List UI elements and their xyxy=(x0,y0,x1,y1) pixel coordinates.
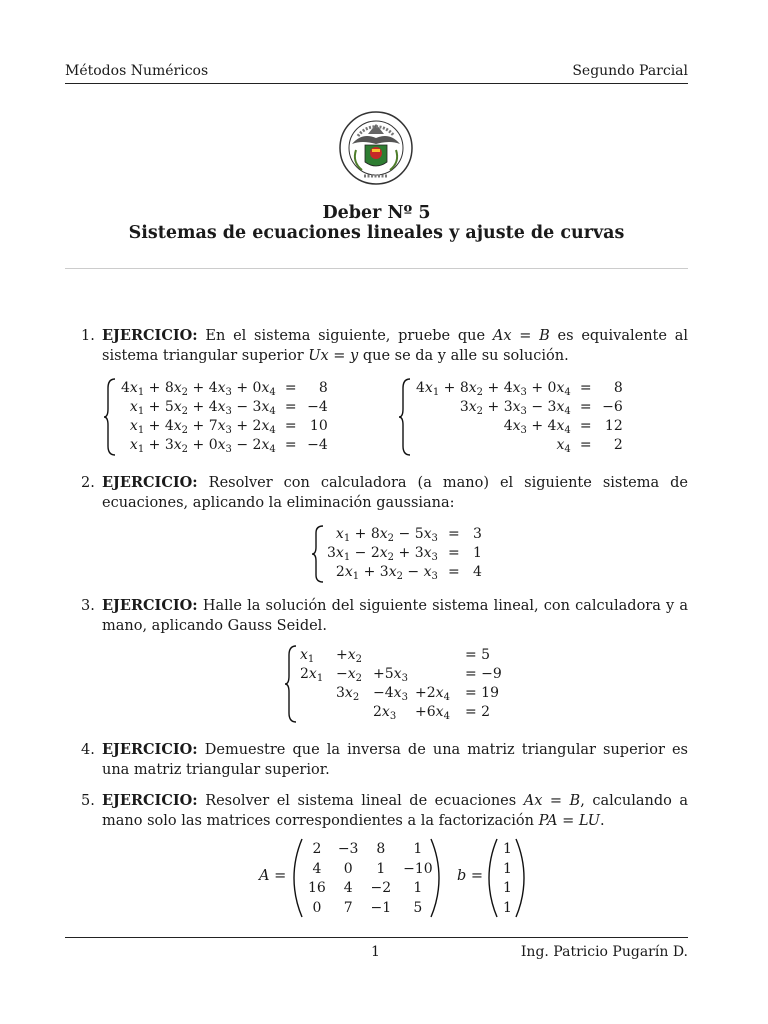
problem-1 xyxy=(81,326,688,366)
equation-system-original xyxy=(121,379,328,455)
problem-number: 4. xyxy=(81,742,95,758)
equation-row: $x_1 + 4x_2 + 7x_3 + 2x_4$ = 10 xyxy=(129,418,328,436)
left-brace xyxy=(103,378,117,456)
equation-row: $x_4$ = 2 xyxy=(556,437,623,455)
problem-number: 5. xyxy=(81,793,95,809)
matrix-a-label: A = xyxy=(259,868,287,884)
vector-row: 1 xyxy=(503,841,512,857)
matrix-a xyxy=(302,840,439,918)
math-expression: PA = LU xyxy=(538,813,600,829)
equation-row: $x_1 + 5x_2 + 4x_3 - 3x_4$ = −4 xyxy=(129,399,328,417)
right-paren xyxy=(429,838,441,922)
problem-3 xyxy=(81,596,688,636)
vector-row: 1 xyxy=(503,899,512,916)
problem-2 xyxy=(81,473,688,513)
problem-number: 3. xyxy=(81,598,95,614)
matrix-row: 2 −3 8 1 xyxy=(312,841,423,857)
title-rule xyxy=(65,268,688,269)
problem-5 xyxy=(81,791,688,831)
problem-keyword: EJERCICIO: xyxy=(102,792,198,809)
equation-system-gauss xyxy=(327,525,482,582)
problem-number: 1. xyxy=(81,328,95,344)
problem-keyword: EJERCICIO: xyxy=(102,597,198,614)
equation-row: $4x_3 + 4x_4$ = 12 xyxy=(503,418,623,436)
matrix-row: 0 7 −1 5 xyxy=(312,899,423,916)
problem-text: Halle la solución del siguiente sistema lineal, con calculadora y a mano, aplicando Gauss Seidel. xyxy=(102,598,689,634)
equation-system-gauss-seidel xyxy=(300,646,505,722)
problem-keyword: EJERCICIO: xyxy=(102,741,198,758)
header-exam: Segundo Parcial xyxy=(572,63,688,79)
equation-row: $3x_2$ $-4x_3$ $+2x_4$ = 19 xyxy=(336,685,499,703)
assignment-subtitle: Sistemas de ecuaciones lineales y ajuste de curvas xyxy=(128,223,625,243)
matrix-row: 4 0 1 −10 xyxy=(312,860,433,877)
problem-keyword: EJERCICIO: xyxy=(102,474,198,491)
equation-row: $3x_1 - 2x_2 + 3x_3$ = 1 xyxy=(327,545,482,563)
assignment-title: Deber Nº 5 xyxy=(322,203,431,223)
problem-text: Resolver con calculadora (a mano) el siguiente sistema de ecuaciones, aplicando la eliminación gaussiana: xyxy=(102,475,689,511)
problem-text: Resolver el sistema lineal de ecuaciones xyxy=(205,793,524,809)
equation-row: $2x_1 + 3x_2 - x_3$ = 4 xyxy=(335,564,482,582)
problem-text: , calculando a mano solo las matrices correspondientes a la factorización xyxy=(102,793,689,829)
equation-row: $x_1 + 8x_2 - 5x_3$ = 3 xyxy=(335,526,482,544)
problem-keyword: EJERCICIO: xyxy=(102,327,198,344)
equation-row: $4x_1 + 8x_2 + 4x_3 + 0x_4$ = 8 xyxy=(121,380,328,398)
equation-row: $x_1$ $+x_2$ = 5 xyxy=(300,647,491,665)
left-brace xyxy=(398,378,412,456)
equation-row: $2x_3$ $+6x_4$ = 2 xyxy=(373,704,491,722)
problem-text: En el sistema siguiente, pruebe que xyxy=(205,328,493,344)
problem-text: . xyxy=(599,813,605,829)
problem-text: que se da y alle su solución. xyxy=(358,348,569,364)
left-brace xyxy=(311,525,325,583)
math-expression: Ax = B xyxy=(492,328,550,344)
problem-4 xyxy=(81,740,688,780)
vector-b-label: b = xyxy=(457,868,484,884)
university-seal-logo xyxy=(338,110,414,186)
math-expression: Ux = y xyxy=(308,348,359,364)
left-brace xyxy=(284,645,298,723)
equation-row: $3x_2 + 3x_3 - 3x_4$ = −6 xyxy=(459,399,623,417)
footer-author: Ing. Patricio Pugarín D. xyxy=(520,944,688,960)
vector-row: 1 xyxy=(503,880,512,896)
problem-text: Demuestre que la inversa de una matriz triangular superior es una matriz triangular superior. xyxy=(102,742,688,778)
right-paren xyxy=(514,838,526,922)
header-course: Métodos Numéricos xyxy=(65,63,209,79)
problem-number: 2. xyxy=(81,475,95,491)
matrix-row: 16 4 −2 1 xyxy=(308,880,423,896)
header-rule xyxy=(65,83,688,84)
equation-row: $2x_1$ $-x_2$ $+5x_3$ = −9 xyxy=(300,666,502,684)
problem-text: es equivalente al sistema triangular superior xyxy=(102,328,688,364)
math-expression: Ax = B xyxy=(523,793,581,809)
equation-row: $x_1 + 3x_2 + 0x_3 - 2x_4$ = −4 xyxy=(129,437,328,455)
footer-rule xyxy=(65,937,688,938)
vector-row: 1 xyxy=(503,860,512,877)
equation-row: $4x_1 + 8x_2 + 4x_3 + 0x_4$ = 8 xyxy=(416,380,623,398)
equation-system-triangular xyxy=(416,379,623,455)
page-number: 1 xyxy=(371,944,380,960)
